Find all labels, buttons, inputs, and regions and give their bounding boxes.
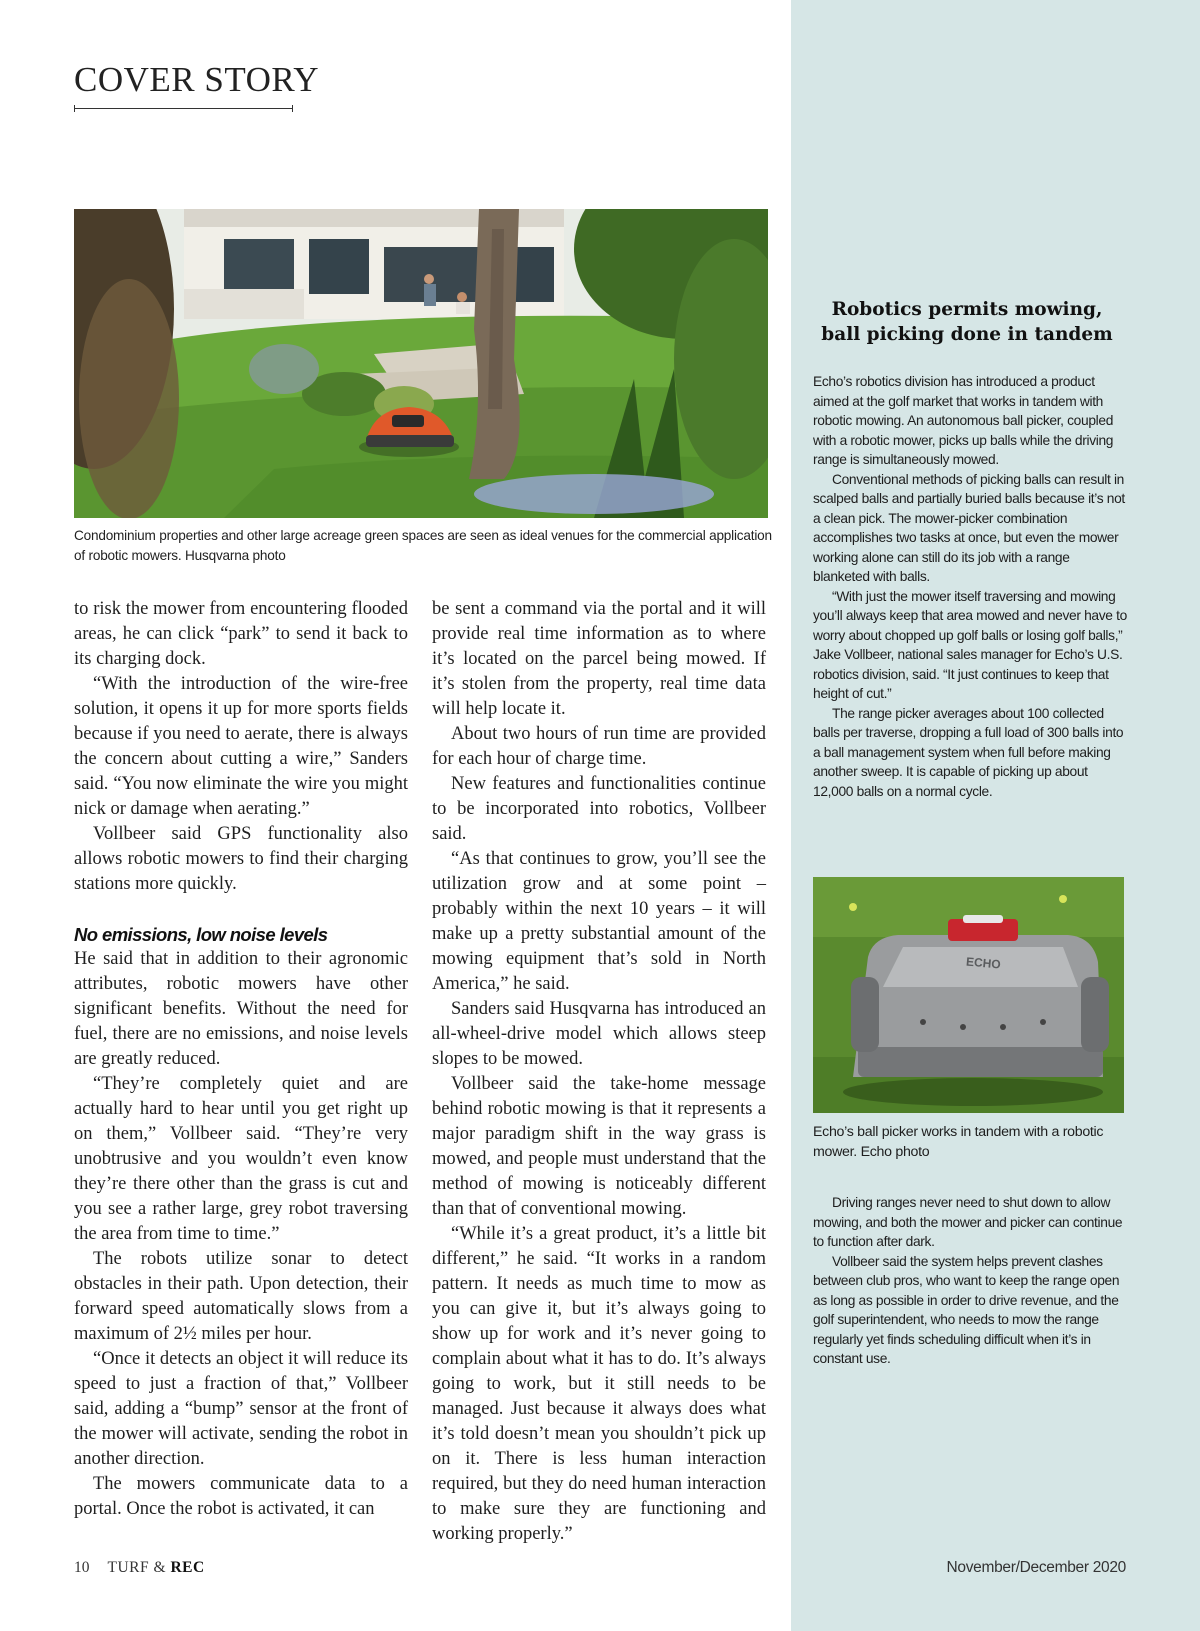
section-label: COVER STORY xyxy=(74,60,320,99)
sidebar-photo xyxy=(813,877,1124,1113)
section-rule xyxy=(74,108,293,109)
footer-folio xyxy=(74,1559,205,1577)
article-column-right xyxy=(432,597,766,1547)
paragraph: Sanders said Husqvarna has introduced an all-wheel-drive model which allows steep slopes to be mowed. xyxy=(432,999,766,1069)
paragraph: “Once it detects an object it will reduce its speed to just a fraction of that,” Vollbeer said, adding a “bump” sensor at the front of the mower will activate, sending the robot in another direction. xyxy=(74,1349,408,1469)
paragraph: “They’re completely quiet and are actually hard to hear until you get right up on them,” Vollbeer said. “They’re very unobtrusive and you wouldn’t even know they’re there other than the grass is cut and you see a rather large, grey robot traversing the area from time to time.” xyxy=(74,1074,408,1244)
sidebar-body-top xyxy=(813,372,1128,801)
page-number: 10 xyxy=(74,1559,90,1576)
paragraph: Vollbeer said the take-home message behind robotic mowing is that it represents a major paradigm shift in the way grass is mowed, and people must understand that the method of mowing is noticeably different than that of conventional mowing. xyxy=(432,1074,766,1219)
paragraph: “As that continues to grow, you’ll see the utilization grow and at some point – probably within the next 10 years – it will make up a pretty substantial amount of the mowing equipment that’s sold in North America,” he said. xyxy=(432,849,766,994)
paragraph: About two hours of run time are provided for each hour of charge time. xyxy=(432,724,766,769)
issue-date: November/December 2020 xyxy=(946,1559,1126,1576)
paragraph: Vollbeer said GPS functionality also allows robotic mowers to find their charging stations more quickly. xyxy=(74,824,408,894)
paragraph: “With the introduction of the wire-free solution, it opens it up for more sports fields because if you need to aerate, there is always the concern about cutting a wire,” Sanders said. “You now eliminate the wire you might nick or damage when aerating.” xyxy=(74,674,408,819)
paragraph: The range picker averages about 100 collected balls per traverse, dropping a full load of 300 balls into a ball management system when full before making another sweep. It is capable of picking up about 12,000 balls on a normal cycle. xyxy=(813,705,1124,799)
ball-picker-brand-text: ECHO xyxy=(965,954,1002,972)
paragraph: to risk the mower from encountering flooded areas, he can click “park” to send it back to its charging dock. xyxy=(74,599,408,669)
main-photo-caption: Condominium properties and other large acreage green spaces are seen as ideal venues for the commercial application of robotic mowers. Husqvarna photo xyxy=(74,528,772,563)
brand-bold: REC xyxy=(170,1559,205,1576)
paragraph: Vollbeer said the system helps prevent clashes between club pros, who want to keep the range open as long as possible in order to drive revenue, and the golf superintendent, who needs to mow the range regularly yet finds scheduling difficult when it’s in constant use. xyxy=(813,1253,1120,1366)
paragraph: The mowers communicate data to a portal. Once the robot is activated, it can xyxy=(74,1474,408,1519)
sidebar-background xyxy=(791,0,1200,1631)
paragraph: Echo’s robotics division has introduced a product aimed at the golf market that works in tandem with robotic mowing. An autonomous ball picker, coupled with a robotic mower, picks up balls while the driving range is simultaneously mowed. xyxy=(813,374,1114,467)
robotic-mower-lawn-illustration xyxy=(74,209,768,518)
brand-prefix: TURF & xyxy=(107,1559,171,1576)
paragraph: be sent a command via the portal and it will provide real time information as to where it’s located on the parcel being mowed. If it’s stolen from the property, real time data will help locate it. xyxy=(432,599,766,719)
article-column-left xyxy=(74,597,408,1522)
paragraph: Conventional methods of picking balls can result in scalped balls and partially buried balls because it’s not a clean pick. The mower-picker combination accomplishes two tasks at once, but even the mower working alone can still do its job with a range blanketed with balls. xyxy=(813,471,1125,584)
sidebar-title: Robotics permits mowing, ball picking done in tandem xyxy=(821,299,1113,345)
sidebar-body-bottom xyxy=(813,1193,1128,1369)
paragraph: He said that in addition to their agronomic attributes, robotic mowers have other significant benefits. Without the need for fuel, there are no emissions, and noise levels are greatly reduced. xyxy=(74,949,408,1069)
paragraph: “With just the mower itself traversing and mowing you’ll always keep that area mowed and never have to worry about chopped up golf balls or losing golf balls,” Jake Vollbeer, national sales manager for Echo’s U.S. robotics division, said. “It just continues to keep that height of cut.” xyxy=(813,588,1127,701)
subheading: No emissions, low noise levels xyxy=(74,924,328,945)
paragraph: Driving ranges never need to shut down to allow mowing, and both the mower and picker can continue to function after dark. xyxy=(813,1195,1123,1249)
paragraph: “While it’s a great product, it’s a little bit different,” he said. “It works in a random pattern. It needs as much time to mow as you can give it, but it’s always going to show up for work and it’s never going to complain about what it has to do. It’s always going to work, but it still needs to be managed. Just because it always does what it’s told doesn’t mean you shouldn’t pick up on it. There is less human interaction required, but they do need human interaction to make sure they are functioning and working properly.” xyxy=(432,1224,766,1544)
sidebar-photo-caption: Echo’s ball picker works in tandem with a robotic mower. Echo photo xyxy=(813,1124,1104,1160)
magazine-brand xyxy=(108,1559,205,1576)
paragraph: The robots utilize sonar to detect obstacles in their path. Upon detection, their forward speed automatically slows from a maximum of 2½ miles per hour. xyxy=(74,1249,408,1344)
main-photo xyxy=(74,209,768,518)
paragraph: New features and functionalities continue to be incorporated into robotics, Vollbeer said. xyxy=(432,774,766,844)
ball-picker-illustration xyxy=(813,877,1124,1113)
